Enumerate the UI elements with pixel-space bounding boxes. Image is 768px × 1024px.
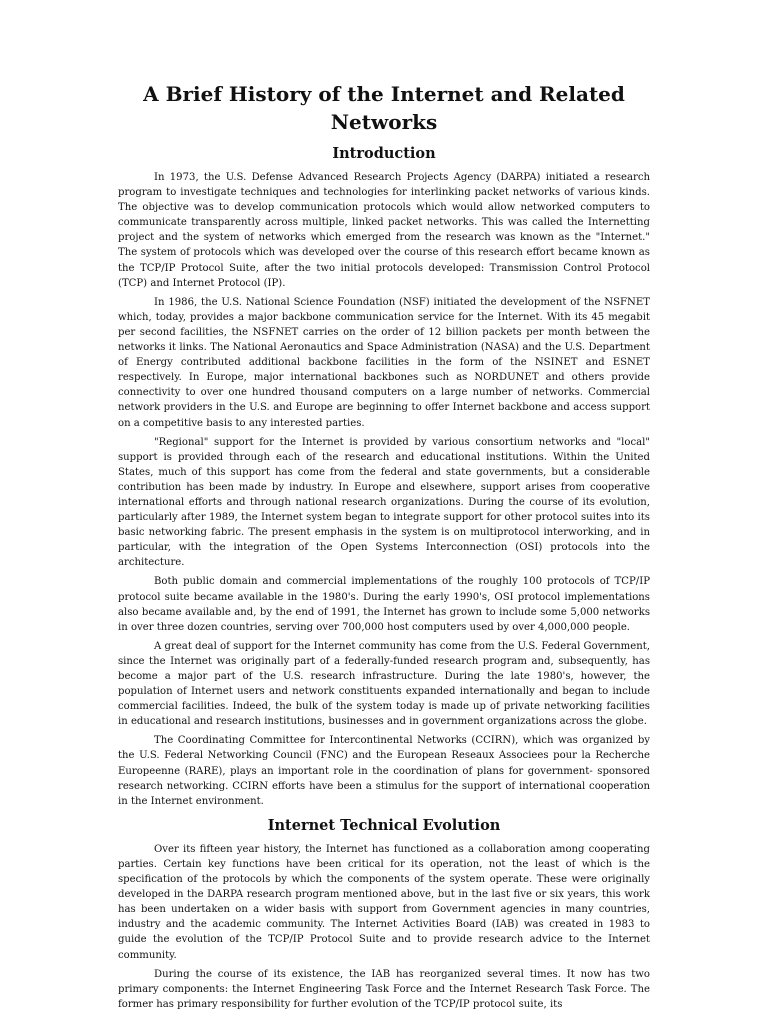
paragraph: Over its fifteen year history, the Internet has functioned as a collaboration among cooperating parties. Certain key functions have been critical for its operation, not the least of which is the specification of the protocols by which the components of the system operate. These were originally developed in the DARPA research program mentioned above, but in the last five or six years, this work has been undertaken on a wider basis with support from Government agencies in many countries, industry and the academic community. The Internet Activities Board (IAB) was created in 1983 to guide the evolution of the TCP/IP Protocol Suite and to provide research advice to the Internet community. bbox=[118, 843, 650, 961]
document-title: A Brief History of the Internet and Related Networks bbox=[143, 82, 625, 134]
section-heading-introduction: Introduction bbox=[332, 145, 436, 162]
paragraph: A great deal of support for the Internet community has come from the U.S. Federal Government, since the Internet was originally part of a federally-funded research program and, subsequently, has become a major part of the U.S. research infrastructure. During the late 1980's, however, the population of Internet users and network constituents expanded internationally and began to include commercial facilities. Indeed, the bulk of the system today is made up of private networking facilities in educational and research institutions, businesses and in government organizations across the globe. bbox=[118, 640, 650, 728]
paragraph: Both public domain and commercial implementations of the roughly 100 protocols of TCP/IP protocol suite became available in the 1980's. During the early 1990's, OSI protocol implementations also became available and, by the end of 1991, the Internet has grown to include some 5,000 networks in over three dozen countries, serving over 700,000 host computers used by over 4,000,000 people. bbox=[118, 576, 650, 633]
paragraph: "Regional" support for the Internet is provided by various consortium networks and "local" support is provided through each of the research and educational institutions. Within the United States, much of this support has come from the federal and state governments, but a considerable contribution has been made by industry. In Europe and elsewhere, support arises from cooperative international efforts and through national research organizations. During the course of its evolution, particularly after 1989, the Internet system began to integrate support for other protocol suites into its basic networking fabric. The present emphasis in the system is on multiprotocol interworking, and in particular, with the integration of the Open Systems Interconnection (OSI) protocols into the architecture. bbox=[118, 436, 650, 569]
paragraph: In 1986, the U.S. National Science Foundation (NSF) initiated the development of the NSFNET which, today, provides a major backbone communication service for the Internet. With its 45 megabit per second facilities, the NSFNET carries on the order of 12 billion packets per month between the networks it links. The National Aeronautics and Space Administration (NASA) and the U.S. Department of Energy contributed additional backbone facilities in the form of the NSINET and ESNET respectively. In Europe, major international backbones such as NORDUNET and others provide connectivity to over one hundred thousand computers on a large number of networks. Commercial network providers in the U.S. and Europe are beginning to offer Internet backbone and access support on a competitive basis to any interested parties. bbox=[118, 296, 650, 429]
section-heading-technical-evolution: Internet Technical Evolution bbox=[267, 816, 501, 834]
paragraph: During the course of its existence, the IAB has reorganized several times. It now has two primary components: the Internet Engineering Task Force and the Internet Research Task Force. The former has primary responsibility for further evolution of the TCP/IP protocol suite, its bbox=[118, 968, 650, 1010]
paragraph: The Coordinating Committee for Intercontinental Networks (CCIRN), which was organized by the U.S. Federal Networking Council (FNC) and the European Reseaux Associees pour la Recherche Europeenne (RARE), plays an important role in the coordination of plans for government- sponsored research networking. CCIRN efforts have been a stimulus for the support of international cooperation in the Internet environment. bbox=[118, 735, 650, 807]
paragraph: In 1973, the U.S. Defense Advanced Research Projects Agency (DARPA) initiated a research program to investigate techniques and technologies for interlinking packet networks of various kinds. The objective was to develop communication protocols which would allow networked computers to communicate transparently across multiple, linked packet networks. This was called the Internetting project and the system of networks which emerged from the research was known as the "Internet." The system of protocols which was developed over the course of this research effort became known as the TCP/IP Protocol Suite, after the two initial protocols developed: Transmission Control Protocol (TCP) and Internet Protocol (IP). bbox=[118, 172, 650, 289]
